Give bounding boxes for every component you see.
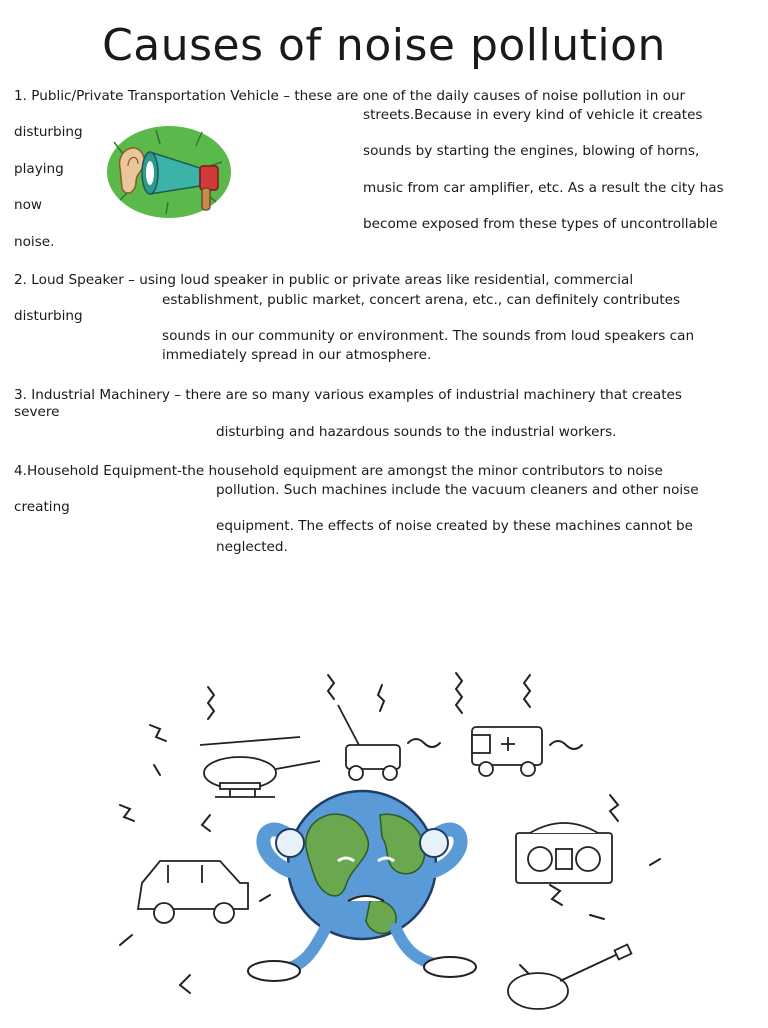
text-line: 1. Public/Private Transportation Vehicle – these are one of the daily causes of noise pollution in our [14,88,686,104]
text-line: disturbing and hazardous sounds to the industrial workers. [216,424,617,440]
text-line: sounds by starting the engines, blowing of horns, [363,143,700,159]
text-line: 3. Industrial Machinery – there are so many various examples of industrial machinery that creates [14,387,682,403]
megaphone-icon [106,122,232,220]
text-line: playing [14,161,64,177]
text-line: pollution. Such machines include the vacuum cleaners and other noise [216,482,699,498]
text-line: equipment. The effects of noise created by these machines cannot be [216,518,693,534]
text-line: creating [14,499,70,515]
text-line: disturbing [14,308,83,324]
text-line: neglected. [216,539,288,555]
text-line: 4.Household Equipment-the household equipment are amongst the minor contributors to noise [14,463,663,479]
text-line: severe [14,404,60,420]
text-line: 2. Loud Speaker – using loud speaker in public or private areas like residential, commercial [14,272,634,288]
text-line: disturbing [14,124,83,140]
text-line: immediately spread in our atmosphere. [162,347,432,363]
text-line: become exposed from these types of uncontrollable [363,216,718,232]
text-line: noise. [14,234,55,250]
text-line: now [14,197,43,213]
text-line: streets.Because in every kind of vehicle it creates [363,107,703,123]
text-line: establishment, public market, concert arena, etc., can definitely contributes [162,292,681,308]
noisy-earth-icon [90,665,690,1024]
text-line: sounds in our community or environment. The sounds from loud speakers can [162,328,695,344]
page-title: Causes of noise pollution [102,20,666,71]
text-line: music from car amplifier, etc. As a result the city has [363,180,724,196]
